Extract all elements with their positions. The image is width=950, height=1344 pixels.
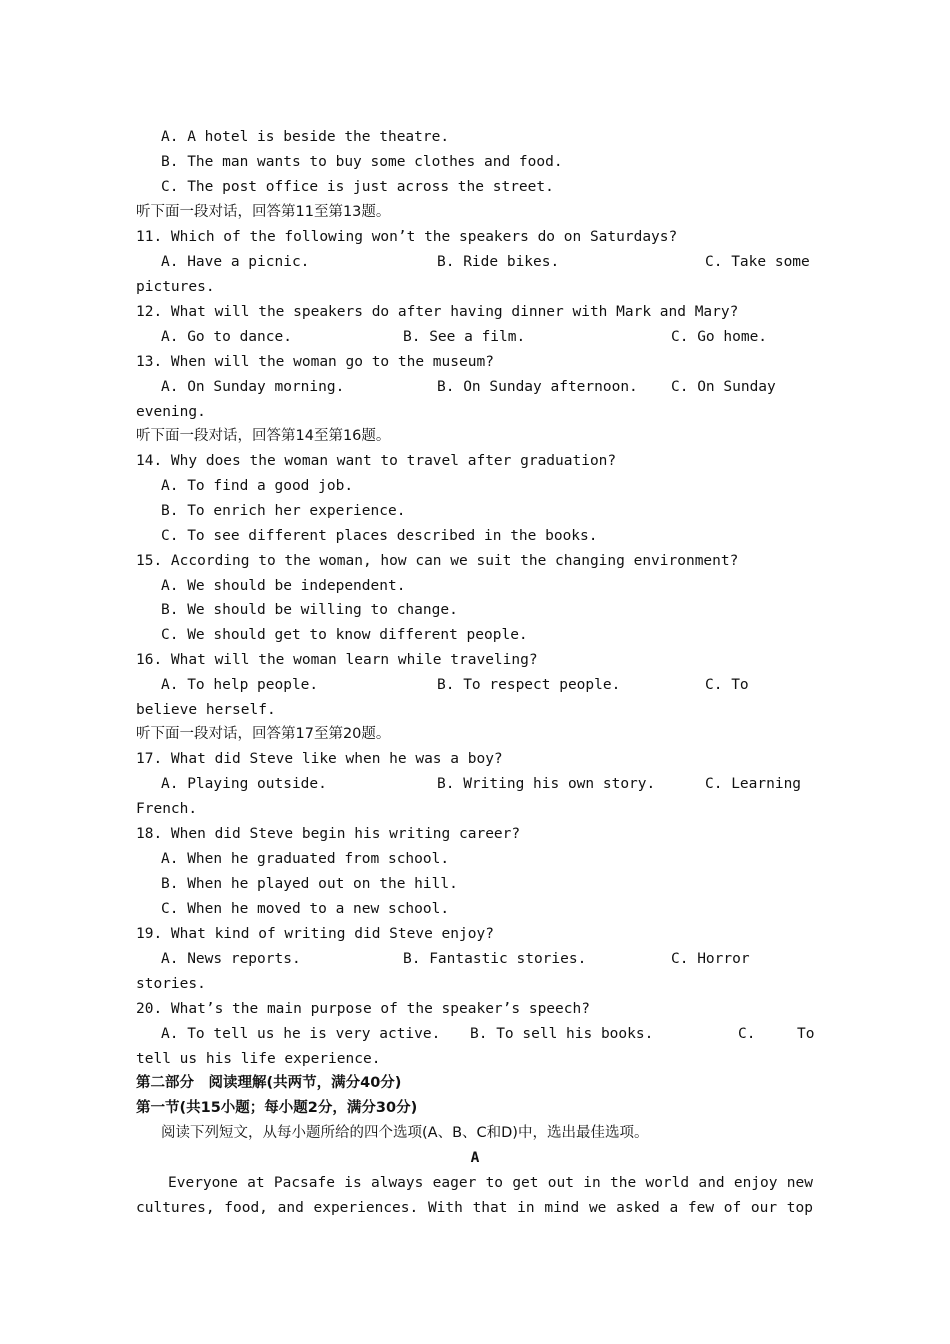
- part2-heading: 第二部分 阅读理解(共两节，满分40分): [136, 1075, 402, 1091]
- q11-stem: 11. Which of the following won’t the speakers do on Saturdays?: [136, 229, 678, 245]
- q14-option-a: A. To find a good job.: [161, 478, 354, 494]
- q13-stem: 13. When will the woman go to the museum?: [136, 354, 494, 370]
- q10-option-b: B. The man wants to buy some clothes and food.: [161, 154, 563, 170]
- q11-option-b: B. Ride bikes.: [437, 254, 560, 270]
- q20-stem: 20. What’s the main purpose of the speaker’s speech?: [136, 1001, 590, 1017]
- dialog-instruction-11-13: 听下面一段对话，回答第11至第13题。: [136, 204, 391, 220]
- q17-stem: 17. What did Steve like when he was a boy?: [136, 751, 503, 767]
- q12-option-c: C. Go home.: [671, 329, 768, 345]
- q16-stem: 16. What will the woman learn while traveling?: [136, 652, 538, 668]
- q16-option-c-cont: believe herself.: [136, 702, 276, 718]
- q20-option-c-cont: tell us his life experience.: [136, 1051, 381, 1067]
- q19-option-c: C. Horror: [671, 951, 750, 967]
- q17-option-b: B. Writing his own story.: [437, 776, 656, 792]
- passage-line-2: cultures, food, and experiences. With that in mind we asked a few of our top: [136, 1200, 813, 1216]
- q12-option-b: B. See a film.: [403, 329, 526, 345]
- q12-stem: 12. What will the speakers do after having dinner with Mark and Mary?: [136, 304, 739, 320]
- q15-stem: 15. According to the woman, how can we suit the changing environment?: [136, 553, 739, 569]
- q20-option-a: A. To tell us he is very active.: [161, 1026, 441, 1042]
- q14-option-b: B. To enrich her experience.: [161, 503, 406, 519]
- q14-option-c: C. To see different places described in the books.: [161, 528, 598, 544]
- q13-option-c-cont: evening.: [136, 404, 206, 420]
- q13-option-c: C. On Sunday: [671, 379, 776, 395]
- q15-option-b: B. We should be willing to change.: [161, 602, 458, 618]
- q18-option-c: C. When he moved to a new school.: [161, 901, 450, 917]
- section1-heading: 第一节(共15小题；每小题2分，满分30分): [136, 1100, 418, 1116]
- q13-option-a: A. On Sunday morning.: [161, 379, 345, 395]
- q15-option-a: A. We should be independent.: [161, 578, 406, 594]
- passage-line-1: Everyone at Pacsafe is always eager to get out in the world and enjoy new: [168, 1175, 813, 1191]
- q17-option-c-cont: French.: [136, 801, 198, 817]
- q11-option-c: C. Take some: [705, 254, 810, 270]
- q20-option-c-word: To: [797, 1026, 815, 1042]
- q19-option-a: A. News reports.: [161, 951, 301, 967]
- q19-option-b: B. Fantastic stories.: [403, 951, 587, 967]
- dialog-instruction-14-16: 听下面一段对话，回答第14至第16题。: [136, 428, 391, 444]
- q19-option-c-cont: stories.: [136, 976, 206, 992]
- q20-option-b: B. To sell his books.: [470, 1026, 654, 1042]
- q17-option-c: C. Learning: [705, 776, 802, 792]
- q16-option-c: C. To: [705, 677, 749, 693]
- q11-option-c-cont: pictures.: [136, 279, 215, 295]
- q12-option-a: A. Go to dance.: [161, 329, 292, 345]
- q16-option-b: B. To respect people.: [437, 677, 621, 693]
- q11-option-a: A. Have a picnic.: [161, 254, 310, 270]
- q15-option-c: C. We should get to know different people.: [161, 627, 528, 643]
- q10-option-c: C. The post office is just across the street.: [161, 179, 554, 195]
- q18-option-b: B. When he played out on the hill.: [161, 876, 458, 892]
- q16-option-a: A. To help people.: [161, 677, 319, 693]
- passage-label: A: [470, 1150, 480, 1166]
- q13-option-b: B. On Sunday afternoon.: [437, 379, 638, 395]
- q19-stem: 19. What kind of writing did Steve enjoy?: [136, 926, 494, 942]
- q14-stem: 14. Why does the woman want to travel after graduation?: [136, 453, 617, 469]
- dialog-instruction-17-20: 听下面一段对话，回答第17至第20题。: [136, 726, 391, 742]
- q20-option-c: C.: [738, 1026, 756, 1042]
- reading-instruction: 阅读下列短文，从每小题所给的四个选项(A、B、C和D)中，选出最佳选项。: [161, 1125, 649, 1141]
- q18-stem: 18. When did Steve begin his writing career?: [136, 826, 521, 842]
- q17-option-a: A. Playing outside.: [161, 776, 327, 792]
- q18-option-a: A. When he graduated from school.: [161, 851, 450, 867]
- q10-option-a: A. A hotel is beside the theatre.: [161, 129, 450, 145]
